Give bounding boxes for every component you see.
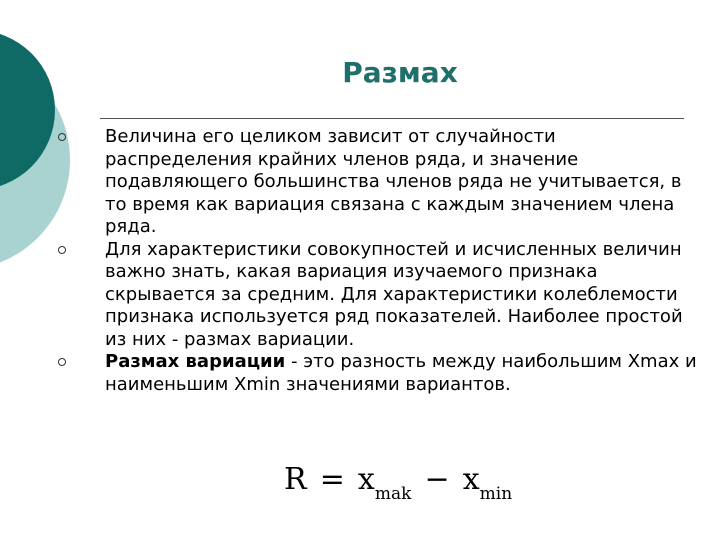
slide-title: Размах (342, 56, 458, 89)
bullet-item (0, 351, 720, 396)
formula-x-min: x (462, 462, 480, 497)
bullet-item (0, 239, 720, 352)
formula-x-max: x (357, 462, 375, 497)
bullet-text: Величина его целиком зависит от случайности распределения крайних членов ряда, и значение подавляющего большинства членов ряда не учитывается, в то время как вариация связана с каждым значением члена ряда. (105, 126, 682, 237)
formula-minus: − (424, 462, 450, 497)
bullet-item (0, 126, 720, 239)
bullet-text (105, 351, 700, 396)
bullet-circle-icon (58, 133, 66, 141)
formula-lhs: R (284, 462, 307, 497)
formula-sub-min: min (479, 484, 513, 504)
bullet-list (0, 126, 720, 396)
bullet-definition: - это разность между наибольшим Xmax и наименьшим Xmin значениями вариантов. (105, 351, 697, 395)
range-formula (284, 462, 514, 512)
bullet-text: Для характеристики совокупностей и исчисленных величин важно знать, какая вариация изучаемого признака скрывается за средним. Для характеристики колеблемости признака используется ряд показателей. Наиболее простой из них - размах вариации. (105, 238, 683, 350)
formula-sub-max: mak (374, 484, 412, 504)
formula-equals: = (319, 462, 345, 497)
bullet-circle-icon (58, 246, 66, 254)
title-divider (100, 118, 684, 119)
bullet-circle-icon (58, 358, 66, 366)
bullet-bold-term: Размах вариации (105, 351, 286, 372)
